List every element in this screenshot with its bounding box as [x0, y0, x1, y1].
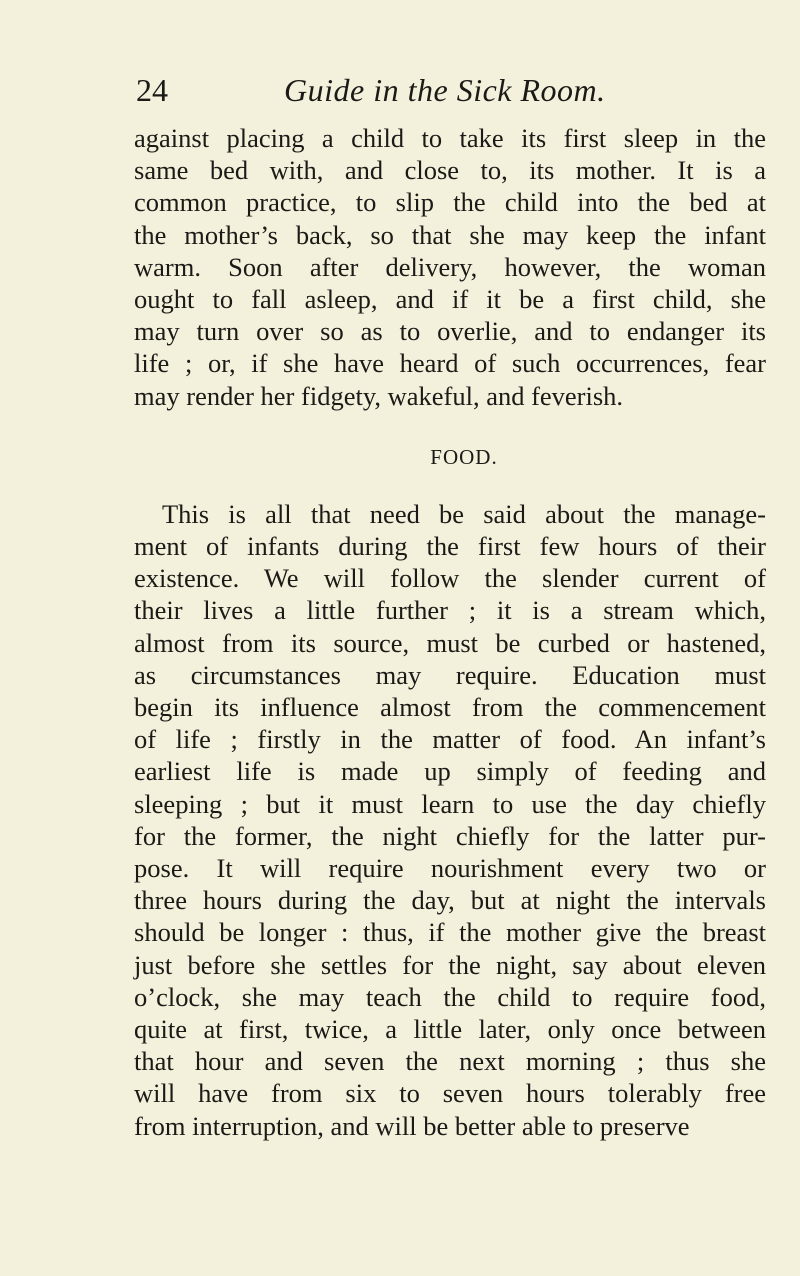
- text-line: This is all that need be said about the manage-: [162, 498, 766, 529]
- paragraph-continuation: [134, 122, 766, 412]
- text-line: o’clock, she may teach the child to require food,: [134, 981, 766, 1012]
- text-line: ought to fall asleep, and if it be a first child, she: [134, 284, 766, 315]
- section-heading: FOOD.: [430, 444, 498, 469]
- text-line: warm. Soon after delivery, however, the woman: [134, 251, 766, 282]
- text-line: quite at first, twice, a little later, only once between: [134, 1014, 766, 1045]
- text-line: same bed with, and close to, its mother. It is a: [134, 155, 766, 186]
- book-page: [134, 70, 766, 1142]
- text-line: common practice, to slip the child into the bed at: [134, 187, 766, 218]
- text-line: the mother’s back, so that she may keep the infant: [134, 219, 766, 250]
- text-line: ment of infants during the first few hours of their: [134, 531, 766, 562]
- text-line: may turn over so as to overlie, and to endanger its: [134, 316, 766, 347]
- text-line: against placing a child to take its first sleep in the: [134, 123, 766, 153]
- text-line: earliest life is made up simply of feeding and: [134, 756, 766, 787]
- text-line: three hours during the day, but at night the intervals: [134, 885, 766, 916]
- text-line: should be longer : thus, if the mother give the breast: [134, 917, 766, 948]
- text-line: that hour and seven the next morning ; thus she: [134, 1046, 766, 1077]
- text-line: for the former, the night chiefly for the latter pur-: [134, 820, 766, 851]
- text-line: from interruption, and will be better able to preserve: [134, 1110, 690, 1141]
- page-number: 24: [136, 72, 168, 108]
- text-line: almost from its source, must be curbed or hastened,: [134, 627, 766, 658]
- text-line: life ; or, if she have heard of such occurrences, fear: [134, 348, 766, 379]
- text-line: as circumstances may require. Education must: [134, 659, 766, 690]
- text-line: will have from six to seven hours tolerably free: [134, 1078, 766, 1109]
- text-line: their lives a little further ; it is a stream which,: [134, 595, 766, 626]
- running-title: Guide in the Sick Room.: [284, 72, 606, 108]
- running-head: [134, 70, 766, 122]
- text-line: sleeping ; but it must learn to use the day chiefly: [134, 788, 766, 819]
- text-line: just before she settles for the night, say about eleven: [134, 949, 766, 980]
- text-line: begin its influence almost from the commencement: [134, 692, 766, 723]
- text-line: existence. We will follow the slender current of: [134, 563, 766, 594]
- text-line: may render her fidgety, wakeful, and feverish.: [134, 380, 624, 411]
- paragraph-food: [134, 498, 766, 1142]
- text-line: of life ; firstly in the matter of food. An infant’s: [134, 724, 766, 755]
- text-line: pose. It will require nourishment every two or: [134, 853, 766, 884]
